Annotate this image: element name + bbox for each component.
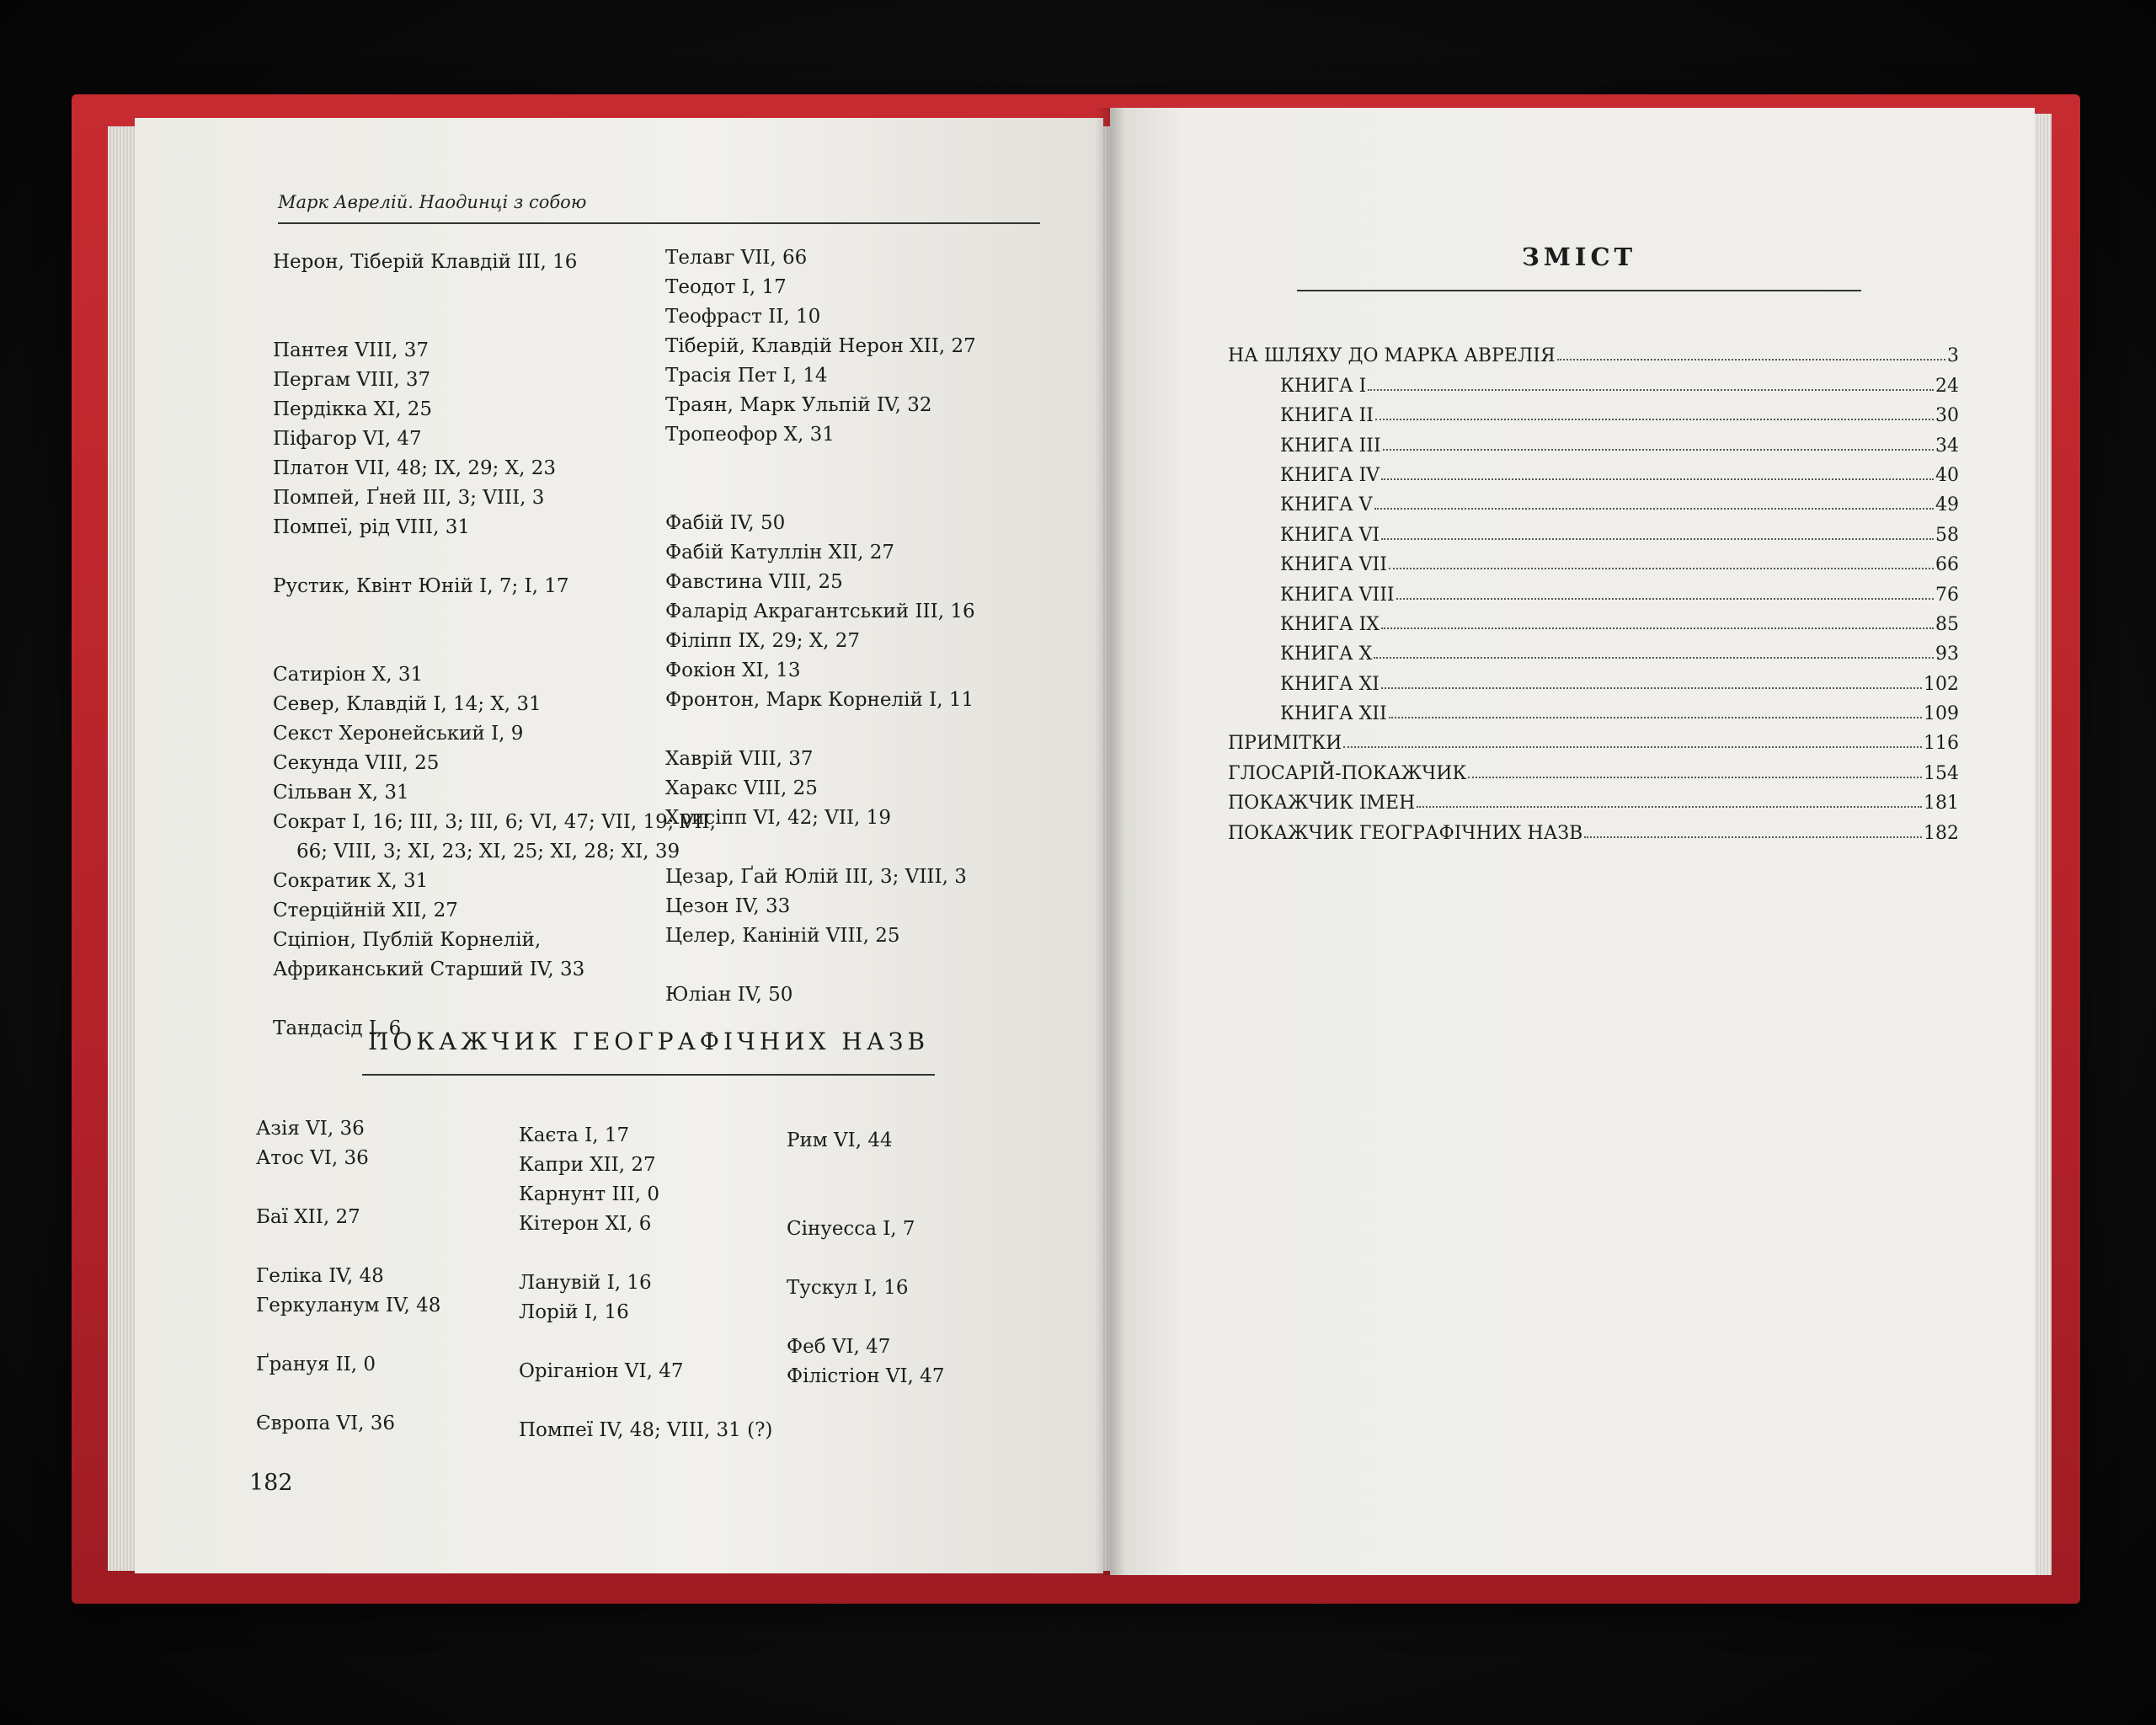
index-entry: Фронтон, Марк Корнелій I, 11 bbox=[665, 689, 974, 711]
toc-row bbox=[1228, 397, 1959, 426]
index-entry: Рустик, Квінт Юній I, 7; I, 17 bbox=[273, 575, 569, 597]
toc-row bbox=[1228, 754, 1959, 783]
toc-label: КНИГА IV bbox=[1280, 464, 1380, 486]
index-entry: Піфагор VI, 47 bbox=[273, 428, 422, 450]
name-index-column-2 bbox=[665, 243, 976, 1010]
toc-label: НА ШЛЯХУ ДО МАРКА АВРЕЛІЯ bbox=[1228, 345, 1556, 367]
index-entry: Ґрануя II, 0 bbox=[256, 1354, 376, 1375]
index-gap bbox=[519, 1239, 772, 1268]
book-gutter bbox=[1095, 108, 1125, 1575]
running-head: Марк Аврелій. Наодинці з собою bbox=[278, 192, 1040, 224]
toc-page-number: 49 bbox=[1935, 494, 1959, 516]
index-entry: Помпеї IV, 48; VIII, 31 (?) bbox=[519, 1419, 773, 1441]
index-entry: Тропеофор X, 31 bbox=[665, 424, 835, 446]
toc-label: КНИГА X bbox=[1280, 644, 1373, 665]
index-entry: Сократ I, 16; III, 3; III, 6; VI, 47; VII, 19; VII, bbox=[273, 811, 716, 833]
toc-page-number: 102 bbox=[1924, 673, 1959, 695]
index-entry: Телавг VII, 66 bbox=[665, 247, 808, 269]
toc-leader-dots bbox=[1383, 449, 1934, 451]
index-entry: Фабій Катуллін XII, 27 bbox=[665, 542, 895, 563]
toc-label: КНИГА XI bbox=[1280, 673, 1380, 695]
toc-page-number: 85 bbox=[1935, 613, 1959, 635]
index-gap bbox=[787, 1156, 944, 1185]
toc-row bbox=[1228, 366, 1959, 396]
geo-index-column-2 bbox=[519, 1121, 772, 1445]
toc-label: КНИГА VIII bbox=[1280, 584, 1395, 606]
toc-label: КНИГА V bbox=[1280, 494, 1373, 516]
toc-page-number: 30 bbox=[1935, 405, 1959, 427]
index-gap bbox=[787, 1244, 944, 1274]
toc-page-number: 76 bbox=[1935, 584, 1959, 606]
index-entry: Атос VI, 36 bbox=[256, 1147, 369, 1169]
toc-page-number: 109 bbox=[1924, 703, 1959, 725]
toc-title: ЗМІСТ bbox=[1297, 243, 1861, 291]
toc-page-number: 40 bbox=[1935, 464, 1959, 486]
index-entry: Лорій I, 16 bbox=[519, 1301, 629, 1323]
index-entry: Фаларід Акрагантський III, 16 bbox=[665, 601, 975, 622]
toc-label: ПРИМІТКИ bbox=[1228, 733, 1342, 755]
toc-leader-dots bbox=[1375, 419, 1934, 420]
index-entry: Пергам VIII, 37 bbox=[273, 369, 431, 391]
toc-row bbox=[1228, 695, 1959, 724]
toc-label: КНИГА VII bbox=[1280, 554, 1387, 576]
toc-leader-dots bbox=[1374, 508, 1934, 510]
index-entry: Цезон IV, 33 bbox=[665, 895, 791, 917]
toc-leader-dots bbox=[1389, 568, 1934, 569]
toc-row bbox=[1228, 337, 1959, 366]
index-entry: Пантея VIII, 37 bbox=[273, 339, 430, 361]
index-entry: Феб VI, 47 bbox=[787, 1336, 891, 1358]
toc-page-number: 93 bbox=[1935, 644, 1959, 665]
index-gap bbox=[665, 450, 976, 479]
index-entry: Рим VI, 44 bbox=[787, 1130, 893, 1151]
name-index-column-1 bbox=[273, 248, 716, 1044]
index-entry: Сціпіон, Публій Корнелій, bbox=[273, 929, 542, 951]
toc-leader-dots bbox=[1381, 538, 1934, 540]
toc-page-number: 58 bbox=[1935, 524, 1959, 546]
index-entry: Сократик X, 31 bbox=[273, 870, 429, 892]
toc-leader-dots bbox=[1557, 359, 1945, 360]
index-entry: 66; VIII, 3; XI, 23; XI, 25; XI, 28; XI, 39 bbox=[296, 841, 680, 862]
index-entry: Траян, Марк Ульпій IV, 32 bbox=[665, 394, 932, 416]
index-entry: Сільван X, 31 bbox=[273, 782, 409, 804]
index-gap bbox=[273, 542, 716, 572]
index-entry: Європа VI, 36 bbox=[256, 1413, 396, 1434]
index-entry: Юліан IV, 50 bbox=[665, 984, 793, 1006]
toc-row bbox=[1228, 814, 1959, 843]
index-gap bbox=[519, 1386, 772, 1416]
index-gap bbox=[519, 1327, 772, 1357]
index-gap bbox=[273, 307, 716, 336]
index-gap bbox=[665, 715, 976, 745]
toc-leader-dots bbox=[1368, 389, 1934, 391]
index-entry: Секунда VIII, 25 bbox=[273, 752, 440, 774]
toc-row bbox=[1228, 426, 1959, 456]
index-entry: Ланувій I, 16 bbox=[519, 1272, 652, 1294]
toc-leader-dots bbox=[1343, 746, 1922, 748]
toc-page-number: 66 bbox=[1935, 554, 1959, 576]
index-entry: Целер, Каніній VIII, 25 bbox=[665, 925, 900, 947]
index-entry: Север, Клавдій I, 14; X, 31 bbox=[273, 693, 542, 715]
index-gap bbox=[256, 1380, 440, 1409]
index-entry: Тіберій, Клавдій Нерон XII, 27 bbox=[665, 335, 976, 357]
toc-row bbox=[1228, 546, 1959, 575]
toc-leader-dots bbox=[1389, 717, 1922, 718]
toc-leader-dots bbox=[1584, 836, 1922, 838]
toc-leader-dots bbox=[1381, 687, 1922, 689]
toc-label: КНИГА III bbox=[1280, 435, 1381, 457]
index-entry: Геліка IV, 48 bbox=[256, 1265, 384, 1287]
index-entry: Геркуланум IV, 48 bbox=[256, 1295, 441, 1316]
table-of-contents bbox=[1228, 337, 1959, 844]
index-gap bbox=[256, 1321, 440, 1350]
index-entry: Нерон, Тіберій Клавдій III, 16 bbox=[273, 251, 578, 273]
index-entry: Фабій IV, 50 bbox=[665, 512, 786, 534]
toc-page-number: 182 bbox=[1924, 822, 1959, 844]
toc-page-number: 3 bbox=[1947, 345, 1959, 367]
toc-row bbox=[1228, 515, 1959, 545]
index-entry: Тускул I, 16 bbox=[787, 1277, 909, 1299]
index-gap bbox=[665, 951, 976, 980]
toc-row bbox=[1228, 784, 1959, 814]
toc-row bbox=[1228, 665, 1959, 694]
index-entry: Платон VII, 48; IX, 29; X, 23 bbox=[273, 457, 556, 479]
toc-row bbox=[1228, 635, 1959, 665]
index-entry: Теодот I, 17 bbox=[665, 276, 787, 298]
index-gap bbox=[273, 277, 716, 307]
index-entry: Харакс VIII, 25 bbox=[665, 777, 818, 799]
index-gap bbox=[787, 1185, 944, 1215]
toc-page-number: 154 bbox=[1924, 762, 1959, 784]
toc-leader-dots bbox=[1374, 657, 1934, 659]
toc-row bbox=[1228, 486, 1959, 515]
geo-index-title: ПОКАЖЧИК ГЕОГРАФІЧНИХ НАЗВ bbox=[362, 1028, 935, 1076]
geo-index-column-3 bbox=[787, 1126, 944, 1391]
index-entry: Хаврій VIII, 37 bbox=[665, 748, 814, 770]
toc-label: ПОКАЖЧИК ГЕОГРАФІЧНИХ НАЗВ bbox=[1228, 822, 1583, 844]
toc-leader-dots bbox=[1417, 806, 1922, 808]
toc-page-number: 34 bbox=[1935, 435, 1959, 457]
index-entry: Фавстина VIII, 25 bbox=[665, 571, 843, 593]
index-entry: Капри XII, 27 bbox=[519, 1154, 656, 1176]
toc-leader-dots bbox=[1381, 628, 1934, 629]
toc-label: КНИГА IX bbox=[1280, 613, 1380, 635]
index-entry: Філіпп IX, 29; X, 27 bbox=[665, 630, 861, 652]
toc-leader-dots bbox=[1396, 598, 1934, 600]
index-gap bbox=[273, 601, 716, 631]
index-entry: Сатиріон X, 31 bbox=[273, 664, 424, 686]
geo-index-column-1 bbox=[256, 1114, 440, 1439]
toc-label: ГЛОСАРІЙ-ПОКАЖЧИК bbox=[1228, 762, 1467, 784]
index-entry: Баї XII, 27 bbox=[256, 1206, 360, 1228]
index-entry: Африканський Старший IV, 33 bbox=[273, 959, 585, 980]
index-entry: Помпей, Ґней III, 3; VIII, 3 bbox=[273, 487, 545, 509]
index-entry: Помпеї, рід VIII, 31 bbox=[273, 516, 471, 538]
toc-label: КНИГА I bbox=[1280, 375, 1367, 397]
index-entry: Оріганіон VI, 47 bbox=[519, 1360, 684, 1382]
index-entry: Кітерон XI, 6 bbox=[519, 1213, 652, 1235]
toc-label: ПОКАЖЧИК ІМЕН bbox=[1228, 793, 1416, 814]
index-gap bbox=[256, 1232, 440, 1262]
toc-page-number: 181 bbox=[1924, 793, 1959, 814]
toc-row bbox=[1228, 575, 1959, 605]
index-entry: Стерційній XII, 27 bbox=[273, 900, 458, 921]
index-entry: Тандасід I, 6 bbox=[273, 1017, 402, 1039]
index-entry: Пердікка XI, 25 bbox=[273, 398, 433, 420]
index-entry: Сінуесса I, 7 bbox=[787, 1218, 915, 1240]
index-gap bbox=[665, 833, 976, 862]
toc-leader-dots bbox=[1381, 478, 1934, 480]
index-entry: Карнунт III, 0 bbox=[519, 1183, 659, 1205]
toc-leader-dots bbox=[1468, 777, 1922, 778]
toc-page-number: 116 bbox=[1924, 733, 1959, 755]
toc-row bbox=[1228, 606, 1959, 635]
index-entry: Філістіон VI, 47 bbox=[787, 1365, 945, 1387]
index-entry: Фокіон XI, 13 bbox=[665, 660, 801, 681]
index-entry: Трасія Пет I, 14 bbox=[665, 365, 828, 387]
index-entry: Цезар, Ґай Юлій III, 3; VIII, 3 bbox=[665, 866, 967, 888]
index-gap bbox=[787, 1303, 944, 1332]
toc-row bbox=[1228, 724, 1959, 754]
page-number: 182 bbox=[249, 1470, 293, 1496]
toc-label: КНИГА II bbox=[1280, 405, 1374, 427]
toc-label: КНИГА VI bbox=[1280, 524, 1380, 546]
toc-row bbox=[1228, 457, 1959, 486]
index-gap bbox=[256, 1173, 440, 1203]
index-gap bbox=[665, 479, 976, 509]
index-entry: Секст Херонейський I, 9 bbox=[273, 723, 524, 745]
index-entry: Хрисіпп VI, 42; VII, 19 bbox=[665, 807, 891, 829]
index-entry: Азія VI, 36 bbox=[256, 1118, 365, 1140]
toc-page-number: 24 bbox=[1935, 375, 1959, 397]
index-gap bbox=[273, 631, 716, 660]
index-entry: Теофраст II, 10 bbox=[665, 306, 821, 328]
index-gap bbox=[273, 985, 716, 1014]
toc-label: КНИГА XII bbox=[1280, 703, 1387, 725]
index-entry: Каєта I, 17 bbox=[519, 1124, 630, 1146]
